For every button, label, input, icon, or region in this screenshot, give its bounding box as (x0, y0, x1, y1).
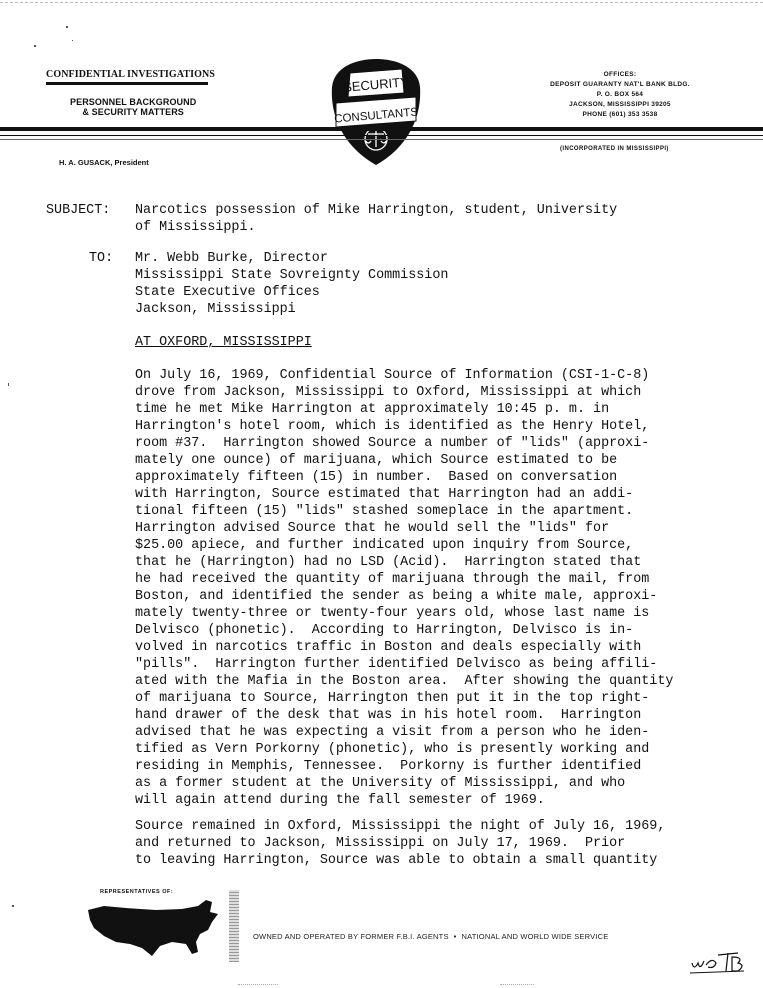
body-paragraph-2: Source remained in Oxford, Mississippi the night of July 16, 1969, and returned to Jackson, Mississippi on July 17, 1969. Prior to leaving Harrington, Source was able to obtain a small quantity (135, 819, 666, 868)
scan-edge-bottom (238, 984, 278, 986)
scan-edge-top (0, 2, 763, 3)
letterhead-underbar (46, 82, 208, 85)
recipient-address: Mr. Webb Burke, Director Mississippi State Sovreignty Commission State Executive Offices Jackson, Mississippi (135, 251, 449, 317)
letterhead-rule-thin (0, 135, 763, 136)
scan-speck (34, 45, 36, 47)
offices-line-4: PHONE (601) 353 3538 (582, 111, 658, 118)
security-badge-icon (330, 57, 422, 167)
offices-heading: OFFICES: (603, 71, 637, 78)
footer-line (253, 932, 608, 941)
us-map-icon (86, 896, 226, 958)
handwritten-initials (688, 945, 748, 975)
footer-owned: OWNED AND OPERATED BY FORMER F.B.I. AGENTS (253, 932, 449, 941)
footer-service: NATIONAL AND WORLD WIDE SERVICE (461, 932, 609, 941)
to-label: TO: (89, 251, 114, 266)
scan-edge-bottom (500, 984, 534, 986)
letterhead-offices (520, 70, 720, 120)
letterhead-rule-thin (0, 139, 763, 140)
location-text: AT OXFORD, MISSISSIPPI (135, 335, 312, 350)
badge-bottom-label: CONSULTANTS (333, 106, 419, 126)
footer-bullet: • (453, 932, 457, 941)
president-name: H. A. GUSACK, President (59, 158, 149, 167)
personnel-line-1: PERSONNEL BACKGROUND (70, 97, 197, 107)
scan-speck (8, 383, 9, 386)
scan-speck (12, 905, 14, 907)
letterhead-personnel (70, 97, 196, 117)
letterhead-rule-thick (0, 127, 763, 131)
scan-artifact-strip (229, 890, 239, 962)
offices-line-3: JACKSON, MISSISSIPPI 39205 (569, 101, 671, 108)
personnel-line-2: & SECURITY MATTERS (82, 107, 184, 117)
scan-speck (66, 26, 68, 28)
offices-line-2: P. O. BOX 564 (596, 91, 644, 98)
scan-speck (72, 40, 73, 41)
subject-label: SUBJECT: (46, 203, 111, 218)
letterhead-confidential: CONFIDENTIAL INVESTIGATIONS (46, 69, 215, 80)
incorporated-note: (INCORPORATED IN MISSISSIPPI) (560, 146, 669, 152)
representatives-label: REPRESENTATIVES OF: (100, 889, 174, 895)
badge-top-label: SECURITY (342, 74, 410, 95)
body-paragraph-1: On July 16, 1969, Confidential Source of Information (CSI-1-C-8) drove from Jackson, Mississippi to Oxford, Mississippi at which time he met Mike Harrington at approximately 10:45 p. m. in Harrington's hotel room, which is identified as the Henry Hotel, room #37. Harrington showed Source a number of "lids" (approxi- mately one ounce) of marijuana, which Source estimated to be approximately fifteen (15) in number. Based on conversation with Harrington, Source estimated that Harrington had an addi- tional fifteen (15) "lids" stashed someplace in the apartment. Harrington advised Source that he would sell the "lids" for $25.00 apiece, and further indicated upon inquiry from Source, that he (Harrington) had no LSD (Acid). Harrington stated that he had received the quantity of marijuana through the mail, from Boston, and identified the sender as being a white male, approxi- mately twenty-three or twenty-four years old, whose last name is Delvisco (phonetic). According to Harrington, Delvisco is in- volved in narcotics traffic in Boston and deals especially with "pills". Harrington further identified Delvisco as being affili- ated with the Mafia in the Boston area. After showing the quantity of marijuana to Source, Harrington then put it in the top right- hand drawer of the desk that was in his hotel room. Harrington advised that he was expecting a visit from a person who he iden- tified as Vern Porkorny (phonetic), who is presently working and residing in Memphis, Tennessee. Porkorny is further identified as a former student at the University of Mississippi, and who will again attend during the fall semester of 1969. (135, 368, 674, 808)
subject-text: Narcotics possession of Mike Harrington, student, University of Mississippi. (135, 203, 618, 235)
offices-line-1: DEPOSIT GUARANTY NAT'L BANK BLDG. (550, 81, 690, 88)
location-heading (135, 334, 312, 351)
